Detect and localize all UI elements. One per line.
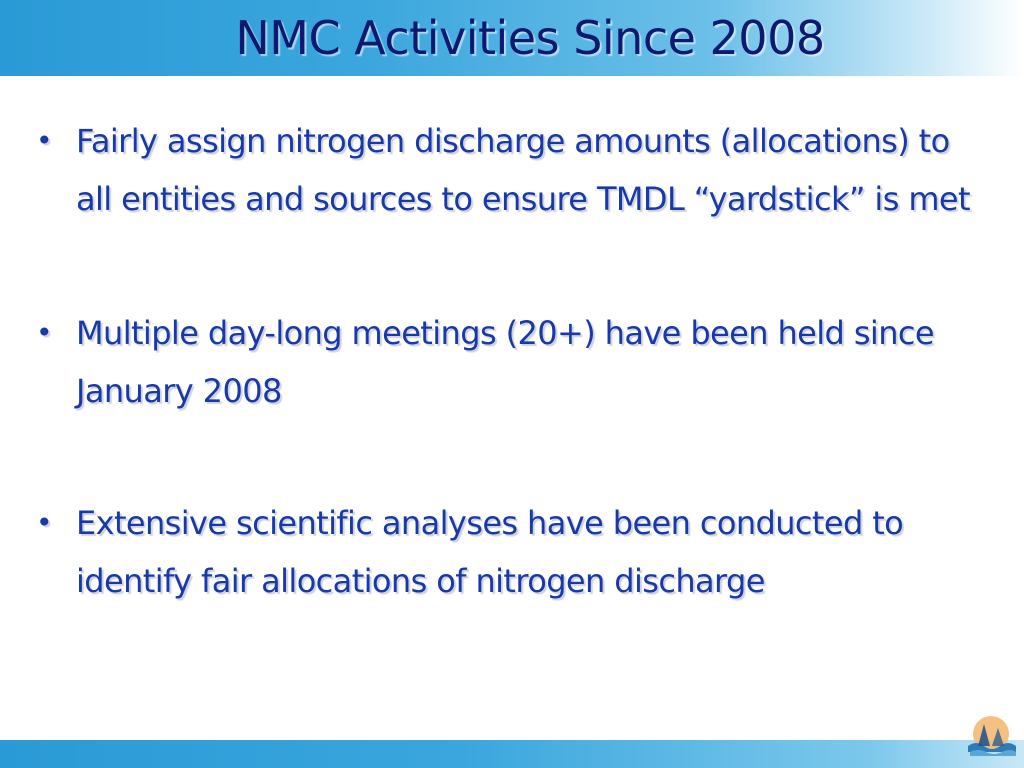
bullet-icon: • bbox=[36, 316, 52, 349]
bottom-bar bbox=[0, 740, 1024, 768]
bullet-icon: • bbox=[36, 124, 52, 157]
bullet-text: Multiple day-long meetings (20+) have been held since January 2008 bbox=[76, 314, 934, 410]
bullet-text: Extensive scientific analyses have been conducted to identify fair allocations of nitrogen discharge bbox=[76, 504, 904, 600]
bullet-icon: • bbox=[36, 506, 52, 539]
slide-title: NMC Activities Since 2008 bbox=[235, 11, 825, 65]
bullet-text: Fairly assign nitrogen discharge amounts (allocations) to all entities and sources to ensure TMDL “yardstick” is met bbox=[76, 122, 970, 218]
bullet-item bbox=[36, 112, 986, 228]
bullet-item bbox=[36, 494, 986, 610]
bullet-item bbox=[36, 304, 986, 420]
bullet-list bbox=[36, 112, 986, 686]
tampa-bay-estuary-program-logo-icon bbox=[962, 712, 1020, 766]
